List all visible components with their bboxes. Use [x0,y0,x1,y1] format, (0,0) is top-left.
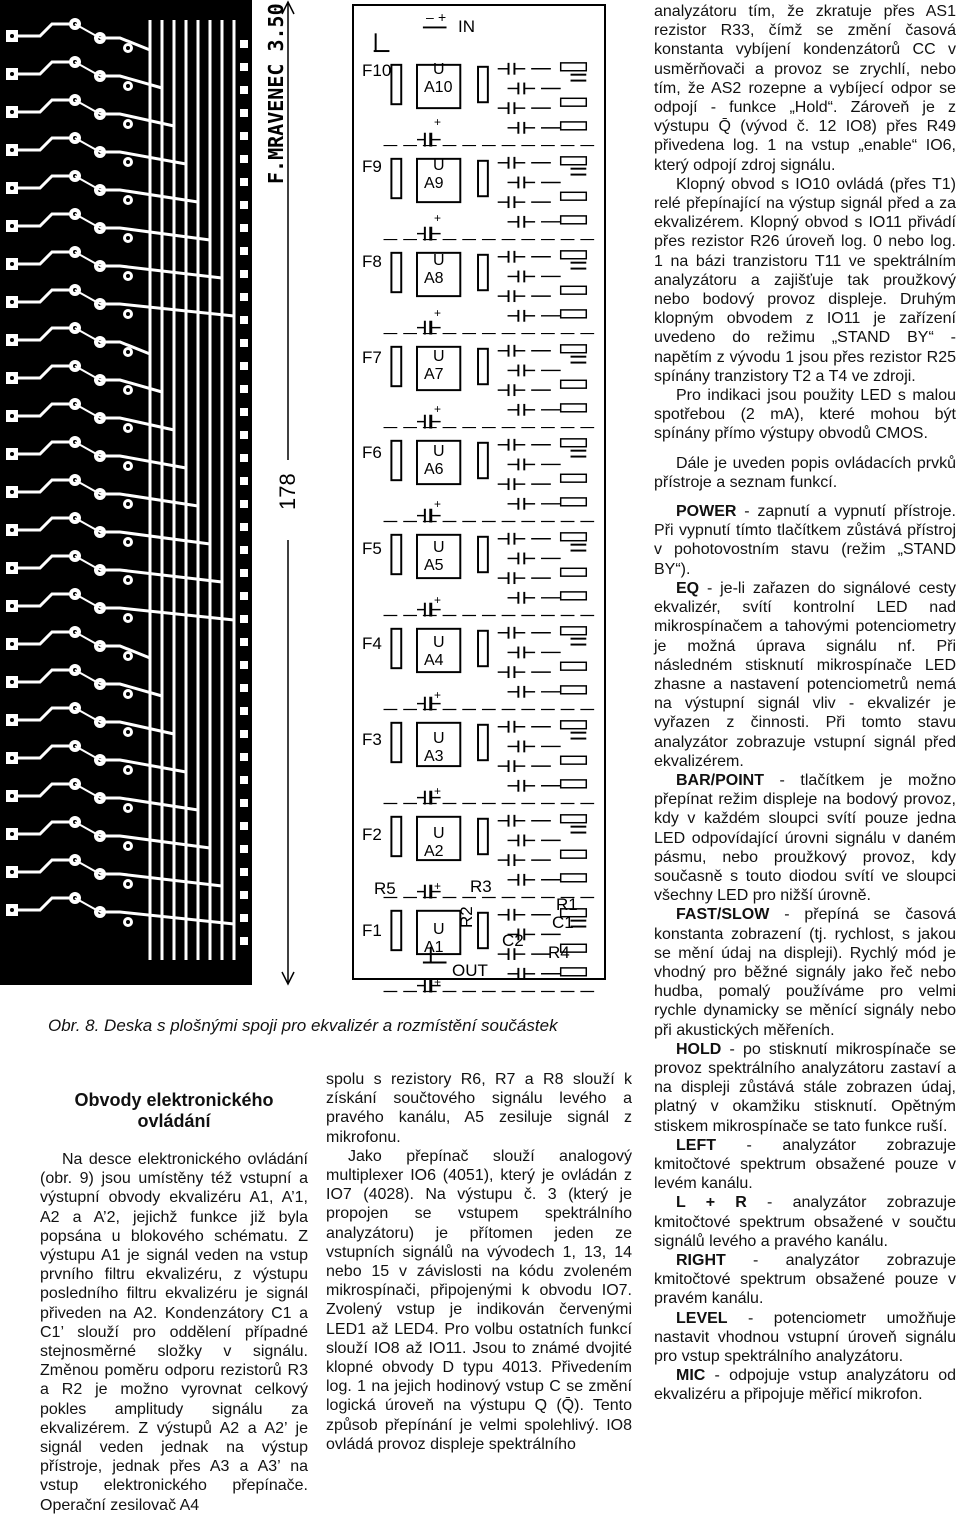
function-desc: - potenciometr umožňuje nastavit vhodnou vstupní úroveň signálu pro vstup spektrálního analyzátoru. [654,1309,956,1366]
placement-artwork [354,6,604,978]
function-desc: - přepíná se časová konstanta zobrazení (tj. rychlost, s jakou se mění údaj na displeji). Rychlý mód je vhodný pro běžné signály jako řeč nebo hudba, pomalý používáme pro velmi rychle dynamicky se měnící signály nebo při akustických měřeních. [654,906,956,1039]
supply-label: U [433,538,445,556]
amplifier-label: A8 [424,270,444,287]
component-placement-diagram [352,4,606,989]
function-item [654,1366,956,1404]
part-r3: R3 [470,877,492,896]
function-key: L + R [676,1194,747,1212]
function-desc: - odpojuje vstup analyzátoru od ekvalizéru a připojuje měřicí mikrofon. [654,1367,956,1404]
function-key: EQ [676,579,700,597]
part-r4: R4 [548,943,570,962]
function-desc: - po stisknutí mikrospínače se provoz spektrálního analyzátoru zastaví a na displeji zůstává stále zobrazen údaj, platný v okamžiku stisknutí. Opětným stiskem mikrospínače se tato funkce ruší. [654,1040,956,1135]
part-c1: C1 [552,913,574,932]
stage-label: F8 [362,252,382,271]
part-r1: R1 [556,895,578,914]
supply-label: U [433,825,445,842]
function-key: LEFT [676,1136,716,1154]
supply-label: U [433,347,445,365]
amplifier-label: A10 [424,79,453,96]
plus-sign: + [434,210,442,225]
function-key: BAR/POINT [676,771,764,789]
function-key: MIC [676,1367,706,1385]
function-desc: - tlačítkem je možno přepínat režim displeje na bodový provoz, kdy v každém sloupci svítí pouze jedna LED odpovídající úrovni signálu v daném pásmu, nebo proužkový provoz, kdy současně s touto diodou svítí ve sloupci všechny LED pro nižší úrovně. [654,771,956,905]
plus-sign: + [434,401,442,416]
stage-label: F10 [362,61,392,80]
supply-label: U [433,443,445,460]
function-item [654,1309,956,1367]
plus-sign: + [434,879,442,893]
function-key: RIGHT [676,1252,726,1269]
minus-sign: – [426,9,434,25]
paragraph: Na desce elektronického ovládání (obr. 9) jsou umístěny též vstupní a výstupní obvody ekvalizéru A1, A’1, A2 a A’2, jejichž funkce již byla popsána u blokového schématu. Z výstupu A1 je signál veden na vstup prvního filtru ekvalizéru, z výstupu posledního filtru ekvalizéru je signál přiveden na A2. Kondenzátory C1 a C1’ slouží pro oddělení případné stejnosměrné složky v signálu. Změnou poměru odporu rezistorů R3 a R2 je možno vyrovnat celkový pokles amplitudy signálu za ekvalizérem. Z výstupů A2 a A2’ je signál veden jednak na výstup přístroje, jednak přes A3 a A3’ na vstup elektronického přepínače. Operační zesilovač A4 [40,1151,308,1514]
stage-label: F5 [362,538,382,558]
plus-sign: + [434,497,442,511]
function-key: LEVEL [676,1309,728,1327]
paragraph: Jako přepínač slouží analogový multiplexer IO6 (4051), který je ovládán z IO7 (4028). Na výstupu č. 3 (který je propojen se vstupem spektrálního analyzátoru) je přítomen jeden ze vstupních signálů na vývodech 1, 13, 14 nebo 15 v závislosti na kódu zvoleném mikrospínači, připojenými k obvodu IO7. Zvolený vstup je indikován červenými LED1 až LED4. Pro volbu ostatních funkcí slouží IO8 až IO11. Jsou to známé dvojité klopné obvody D typu 4013. Přivedením log. 1 na jejich hodinový vstup C se změní logická úroveň na výstupu Q (Q̄). Tento způsob přepínání je velmi spolehlivý. IO8 ovládá provoz displeje spektrálního [326,1147,632,1453]
supply-label: U [433,729,445,747]
function-list [654,502,956,1405]
middle-text-column [326,1070,632,1454]
amplifier-label: A4 [424,652,444,669]
paragraph: Dále je uveden popis ovládacích prvků přístroje a seznam funkcí. [654,454,956,491]
amplifier-label: A5 [424,556,444,574]
amplifier-label: A9 [424,174,444,192]
plus-sign: + [434,974,442,989]
amplifier-label: A1 [424,938,444,956]
supply-label: U [433,156,445,174]
amplifier-label: A2 [424,843,444,860]
stage-label: F9 [362,156,382,176]
supply-label: U [433,61,445,78]
right-text-column [654,2,956,1405]
in-label: IN [458,17,475,36]
out-label: OUT [452,961,488,980]
function-item [654,1251,956,1309]
stage-label: F3 [362,729,382,749]
function-item [654,905,956,1039]
stage-label: F1 [362,920,382,940]
plus-sign: + [438,9,447,25]
part-r2: R2 [457,906,476,928]
stage-label: F4 [362,634,382,653]
function-desc: - je-li zařazen do signálové cesty ekvalizér, svítí kontrolní LED nad mikrospínačem a tahovými potenciometry je možná úprava signálu nf. Při následném stisknutí mikrospínače LED zhasne a nastavení potenciometrů nemá na výstupní signál vliv - ekvalizér je vyřazen z činnosti. Při tomto stavu analyzátor zobrazuje vstupní signál před ekvalizérem. [654,579,956,770]
amplifier-label: A3 [424,747,444,765]
plus-sign: + [434,688,442,702]
section-heading: Obvody elektronického ovládání [74,1090,274,1131]
supply-label: U [433,920,445,938]
stage-label: F6 [362,443,382,462]
plus-sign: + [434,783,442,798]
paragraph: Klopný obvod s IO10 ovládá (přes T1) relé přepínající na výstup signál před a za ekvalizérem. Klopný obvod s IO11 přivádí přes rezistor R26 úroveň log. 0 nebo log. 1 na bázi tranzistoru T11 ve spektrálním analyzátoru a zajišťuje tak proužkový nebo bodový provoz displeje. Druhým klopným obvodem z IO11 je zařízení uvedeno do režimu „STAND BY“ - napětím z vývodu 1 jsou přes rezistor R25 spínány tranzistory T2 a T4 ve zdroji. [654,175,956,385]
plus-sign: + [434,306,442,320]
supply-label: U [433,252,445,269]
stage-label: F2 [362,825,382,844]
function-desc: - zapnutí a vypnutí přístroje. Při vypnutí tímto tlačítkem zůstává přístroj v pohotovostním stavu (režim „STAND BY“). [654,503,956,578]
function-desc: - analyzátor zobrazuje kmitočtové spektrum obsažené pouze v pravém kanálu. [654,1252,956,1308]
dimension-label: 178 [275,473,300,510]
pcb-layout-figure [0,0,300,990]
stage-label: F7 [362,347,382,367]
supply-label: U [433,634,445,651]
left-text-column [40,1150,308,1515]
figure-caption: Obr. 8. Deska s plošnými spoji pro ekvalizér a rozmístění součástek [48,1016,558,1035]
part-r5: R5 [374,879,396,898]
function-key: POWER [676,503,737,521]
function-item [654,771,956,905]
function-key: FAST/SLOW [676,906,770,924]
pcb-title: F.MRAVENEC 3.50 [264,3,288,184]
dimension-arrow [280,0,300,990]
function-desc: - analyzátor zobrazuje kmitočtové spektrum obsažené v součtu signálů levého a pravého kanálu. [654,1194,957,1250]
function-item [654,502,956,579]
paragraph: Pro indikaci jsou použity LED s malou spotřebou (2 mA), které mohou být spínány přímo výstupy obvodů CMOS. [654,387,956,443]
function-item [654,1193,956,1251]
paragraph: spolu s rezistory R6, R7 a R8 slouží k získání součtového signálu levého a pravého kanálu, A5 zesiluje signál z mikrofonu. [326,1071,632,1146]
plus-sign: + [434,592,442,607]
function-desc: - analyzátor zobrazuje kmitočtové spektrum obsažené pouze v levém kanálu. [654,1136,956,1193]
pcb-artwork [0,0,300,990]
amplifier-label: A6 [424,461,444,478]
function-item [654,1040,956,1136]
paragraph: analyzátoru tím, že zkratuje přes AS1 rezistor R33, čímž se změní časová konstanta vybíjení kondenzátorů CC v usměrňovači a provoz se zrychlí, nebo tím, že AS2 rozepne a vybíjecí odpor se odpojí - funkce „Hold“. Zároveň je z výstupu Q̄ (vývod č. 12 IO8) přes R49 přivedena log. 1 na vstup „enable“ IO6, který odpojí zdroj signálu. [654,3,956,174]
amplifier-label: A7 [424,365,444,383]
function-item [654,1136,956,1194]
function-item [654,579,956,771]
function-key: HOLD [676,1040,722,1058]
part-c2: C2 [502,931,524,950]
plus-sign: + [434,115,442,129]
